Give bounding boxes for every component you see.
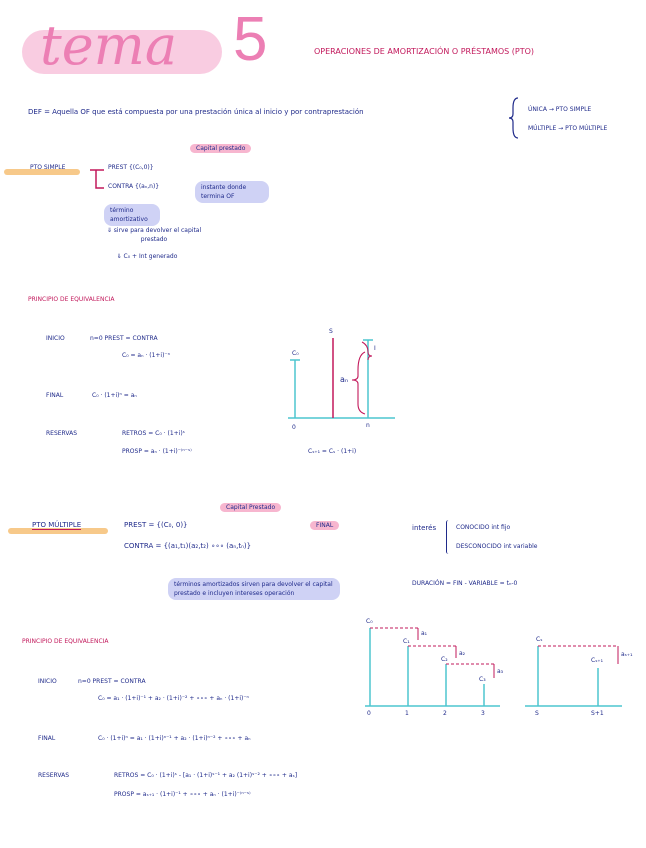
interes-label: interés (412, 524, 437, 532)
pto-multiple-label: PTO MÚLTIPLE (32, 521, 82, 529)
co-int-note: ⇓ C₀ + Int generado (116, 253, 178, 260)
title-word: tema (40, 14, 178, 77)
eq1-prosp: PROSP = aₙ · (1+i)⁻⁽ⁿ⁻ˢ⁾ (122, 448, 192, 455)
d2-cs1: Cₛ₊₁ (591, 657, 603, 664)
eq1-inicio-cond: n=0 PREST = CONTRA (90, 335, 158, 342)
d1-x1: 1 (405, 710, 409, 717)
termino-note: término amortizativo (104, 204, 160, 226)
diag1-s: S (329, 328, 333, 335)
eq2-final-label: FINAL (38, 735, 56, 742)
eq2-retros: RETROS = C₀ · (1+i)ˢ - [a₁ · (1+i)ˢ⁻¹ + a₂ (1+i)ˢ⁻² + ∘∘∘ + aₛ] (114, 772, 298, 779)
diag1-i: I (374, 345, 376, 352)
eq2-inicio-cond: n=0 PREST = CONTRA (78, 678, 146, 685)
d1-a2: a₂ (459, 650, 466, 657)
duracion: DURACIÓN = FIN - VARIABLE = tₙ-0 (412, 580, 518, 587)
principio-equivalencia-1: PRINCIPIO DE EQUIVALENCIA (28, 296, 115, 303)
capital-prestado-multiple: Capital Prestado (220, 503, 281, 512)
subtitle: OPERACIONES DE AMORTIZACIÓN O PRÉSTAMOS (PTO) (314, 47, 535, 56)
eq2-final-formula: C₀ · (1+i)ⁿ = a₁ · (1+i)ⁿ⁻¹ + a₂ · (1+i)ⁿ⁻² + ∘∘∘ + aₙ (98, 735, 251, 742)
diag1-x0: 0 (292, 424, 296, 431)
multiple-contra: CONTRA = {(a₁,t₁)(a₂,t₂) ∘∘∘ (aₙ,tₙ)} (124, 542, 252, 550)
eq1-final-formula: C₀ · (1+i)ⁿ = aₙ (92, 392, 137, 399)
interes-desconocido: DESCONOCIDO int variable (456, 543, 538, 550)
d1-x0: 0 (367, 710, 371, 717)
eq2-inicio-label: INICIO (38, 678, 57, 685)
final-note: FINAL (310, 521, 339, 530)
d1-a1: a₁ (421, 630, 428, 637)
def-multiple: MÚLTIPLE → PTO MÚLTIPLE (528, 125, 608, 132)
d2-xs: S (535, 710, 539, 717)
d2-xs1: S+1 (591, 710, 604, 717)
title-number: 5 (233, 5, 268, 74)
principio-equivalencia-2: PRINCIPIO DE EQUIVALENCIA (22, 638, 109, 645)
d1-x2: 2 (443, 710, 447, 717)
diag1-xn: n (366, 422, 370, 429)
d1-c2: C₂ (441, 656, 448, 663)
definition-text: DEF = Aquella OF que está compuesta por una prestación única al inicio y por contraprestación (28, 108, 364, 116)
diag1-co: C₀ (292, 350, 299, 357)
terminos-note: términos amortizados sirven para devolver el capital prestado e incluyen intereses operación (168, 578, 340, 600)
simple-contra: CONTRA {(aₙ,n)} (108, 183, 160, 190)
d2-as1: aₛ₊₁ (621, 651, 633, 658)
eq2-inicio-formula: C₀ = a₁ · (1+i)⁻¹ + a₂ · (1+i)⁻² + ∘∘∘ + aₙ · (1+i)⁻ⁿ (98, 695, 249, 702)
capital-prestado-note: Capital prestado (190, 144, 251, 153)
eq1-final-label: FINAL (46, 392, 64, 399)
eq1-inicio-label: INICIO (46, 335, 65, 342)
pto-simple-label: PTO SIMPLE (30, 164, 66, 171)
diag1-an: aₙ (340, 375, 349, 384)
d2-cs: Cₛ (536, 636, 543, 643)
instante-note: instante donde termina OF (195, 181, 269, 203)
eq1-retros: RETROS = C₀ · (1+i)ˢ (122, 430, 185, 437)
d1-x3: 3 (481, 710, 485, 717)
diag1-recurrence: Cₛ₊₁ = Cₛ · (1+i) (308, 448, 357, 455)
multiple-prest: PREST = {(C₀, 0)} (124, 521, 188, 529)
d1-a3: a₃ (497, 668, 504, 675)
d1-c1: C₁ (403, 638, 410, 645)
d1-c0: C₀ (366, 618, 373, 625)
eq1-inicio-formula: C₀ = aₙ · (1+i)⁻ⁿ (122, 352, 170, 359)
interes-conocido: CONOCIDO int fijo (456, 524, 511, 531)
eq2-prosp: PROSP = aₛ₊₁ · (1+i)⁻¹ + ∘∘∘ + aₙ · (1+i)⁻⁽ⁿ⁻ˢ⁾ (114, 791, 251, 798)
simple-prest: PREST {(C₀,0)} (108, 164, 154, 171)
d1-c3: C₃ (479, 676, 486, 683)
eq2-reservas-label: RESERVAS (38, 772, 70, 779)
sirve-note: ⇓ sirve para devolver el capital prestado (106, 227, 202, 243)
def-unica: ÚNICA → PTO SIMPLE (528, 106, 592, 113)
eq1-reservas-label: RESERVAS (46, 430, 78, 437)
